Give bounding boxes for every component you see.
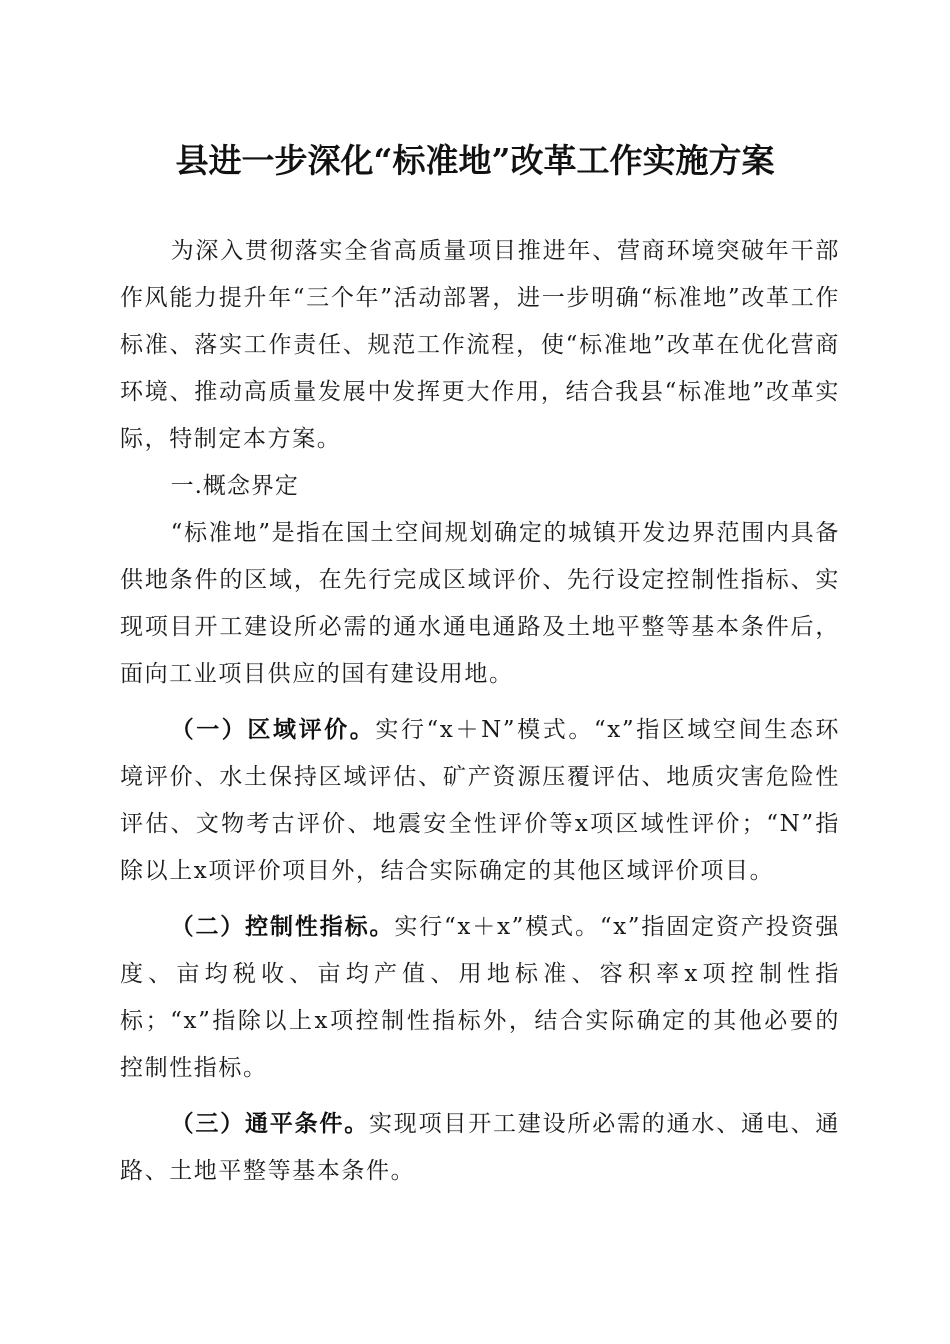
item-heading: （一）区域评价。 [170, 716, 376, 743]
item-heading: （三）通平条件。 [170, 1110, 369, 1137]
section-heading: 一.概念界定 [170, 473, 299, 499]
intro-paragraph: 为深入贯彻落实全省高质量项目推进年、营商环境突破年干部作风能力提升年“三个年”活动部署，进一步明确“标准地”改革工作标准、落实工作责任、规范工作流程，使“标准地”改革在优化营商环境、推动高质量发展中发挥更大作用，结合我县“标准地”改革实际，特制定本方案。 [120, 238, 840, 452]
document-body [120, 228, 840, 1195]
item-text: 实行“x＋x”模式。“x”指固定资产投资强度、亩均税收、亩均产值、用地标准、容积率x项控制性指标；“x”指除以上x项控制性指标外，结合实际确定的其他必要的控制性指标。 [120, 914, 841, 1081]
item-text: 实行“x＋N”模式。“x”指区域空间生态环境评价、水土保持区域评估、矿产资源压覆评估、地质灾害危险性评估、文物考古评价、地震安全性评价等x项区域性评价；“N”指除以上x项评价项目外，结合实际确定的其他区域评价项目。 [120, 717, 840, 884]
document-title: 县进一步深化“标准地”改革工作实施方案 [175, 141, 775, 180]
item-paragraph [120, 903, 840, 1092]
item-text: 实现项目开工建设所必需的通水、通电、通路、土地平整等基本条件。 [120, 1111, 840, 1184]
item-heading: （二）控制性指标。 [170, 913, 395, 940]
definition-paragraph: “标准地”是指在国土空间规划确定的城镇开发边界范围内具备供地条件的区域，在先行完成区域评价、先行设定控制性指标、实现项目开工建设所必需的通水通电通路及土地平整等基本条件后，面向工业项目供应的国有建设用地。 [120, 520, 840, 687]
item-paragraph [120, 1100, 840, 1195]
item-paragraph [120, 706, 840, 895]
